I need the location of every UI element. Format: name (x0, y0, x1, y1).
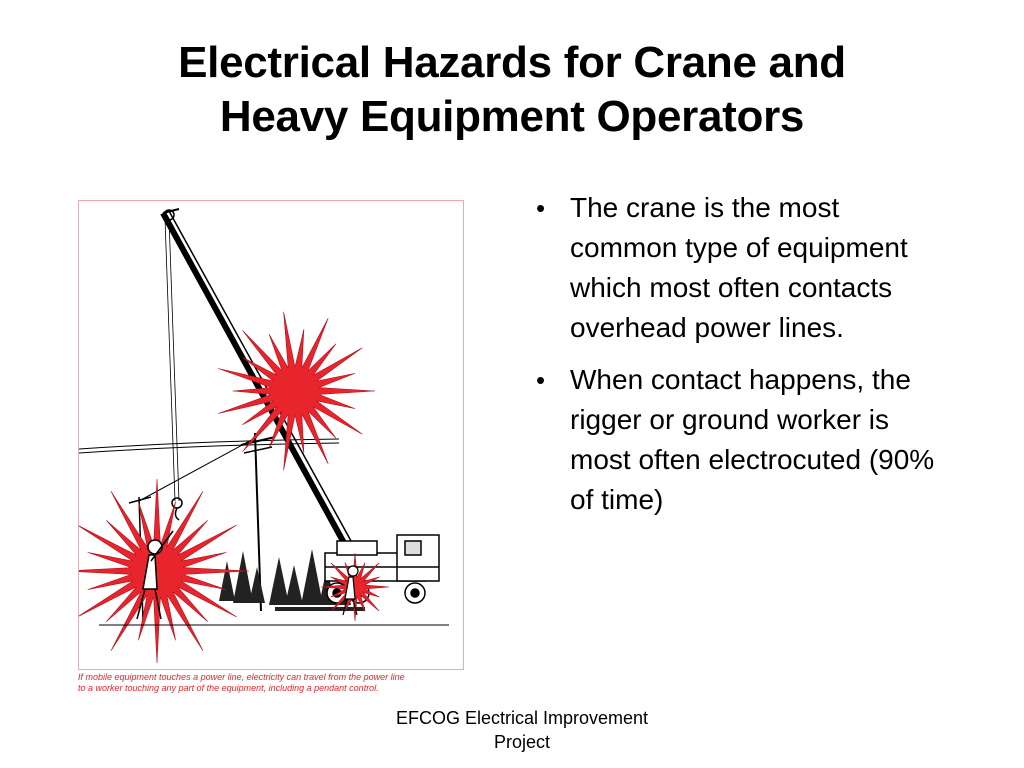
bullet-symbol: • (536, 365, 546, 395)
illustration-caption (78, 672, 464, 694)
footer (362, 706, 682, 754)
bullet-list (534, 188, 954, 532)
footer-line-2: Project (493, 732, 551, 752)
bullet-text: The crane is the most common type of equipment which most often contacts overhead power lines. (570, 192, 908, 343)
crane-electrocution-drawing (79, 201, 463, 667)
bullet-item (534, 360, 954, 520)
title-line-1: Electrical Hazards for Crane and (178, 38, 846, 87)
caption-line-2: to a worker touching any part of the equipment, including a pendant control. (78, 683, 379, 693)
footer-line-1: EFCOG Electrical Improvement (395, 708, 649, 728)
caption-line-1: If mobile equipment touches a power line, electricity can travel from the power line (78, 672, 405, 682)
overhead-power-line (79, 437, 339, 501)
crane-illustration (78, 200, 464, 696)
bullet-item (534, 188, 954, 348)
spark-burst-truck (321, 553, 389, 621)
spark-burst-boom (218, 312, 375, 470)
bullet-text: When contact happens, the rigger or ground worker is most often electrocuted (90% of time) (570, 364, 935, 515)
spark-burst-worker (79, 479, 249, 663)
title-line-2: Heavy Equipment Operators (219, 92, 805, 141)
bullet-symbol: • (536, 193, 546, 223)
page-title (60, 36, 964, 144)
